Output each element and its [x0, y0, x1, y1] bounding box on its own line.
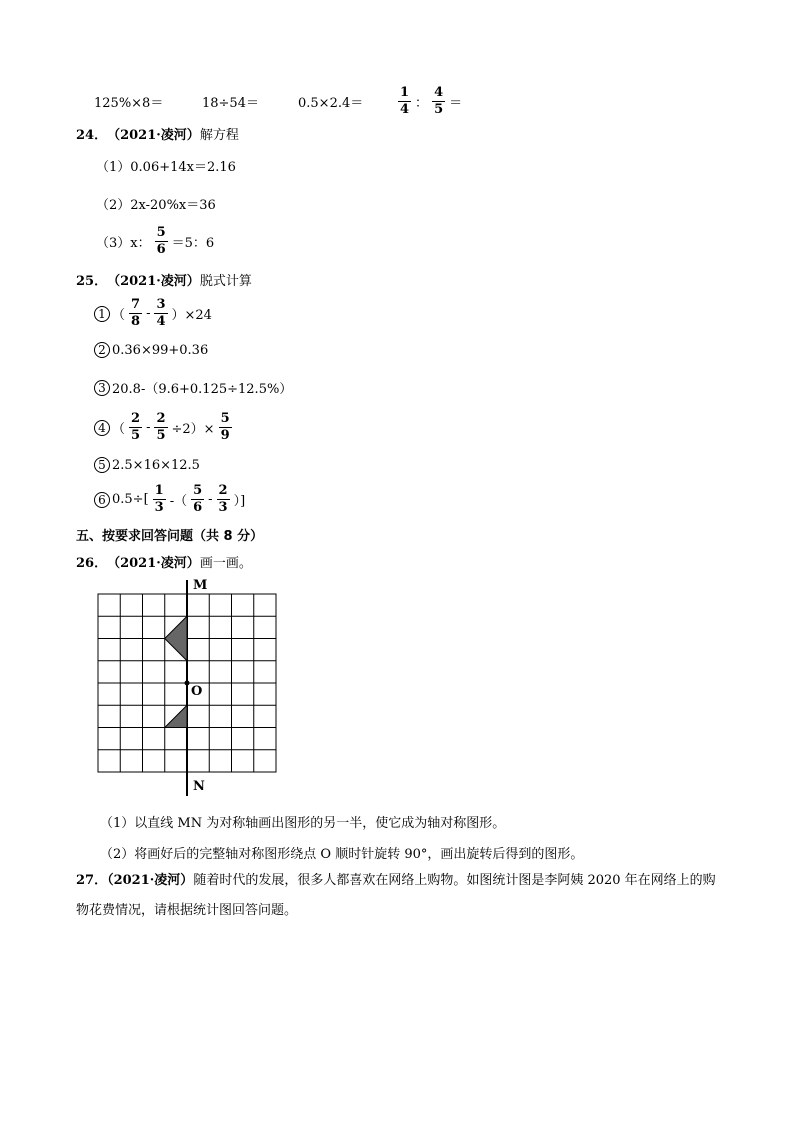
expr-4-fraction-a: $\frac{1}{4}$	[400, 85, 410, 117]
q24-item-1: （1）0.06+14x＝2.16	[96, 160, 236, 175]
circled-number-3: 3	[94, 380, 110, 396]
fraction: $\frac{3}{4}$	[156, 297, 166, 329]
q24-item-3-post: ＝5：6	[171, 236, 215, 251]
fraction: $\frac{1}{3}$	[154, 483, 164, 515]
q24-item-2: （2）2x-20%x＝36	[96, 198, 216, 213]
q27-number: 27．	[76, 873, 108, 888]
q24-header	[76, 124, 239, 143]
q24-item-3-pre: （3）x：	[96, 236, 151, 251]
expr-4-equals: ＝	[449, 96, 463, 111]
q25-item-5-text: 2.5×16×12.5	[112, 457, 200, 473]
q25-item-2-text: 0.36×99+0.36	[112, 342, 209, 358]
circled-number-5: 5	[94, 457, 110, 473]
circled-number-1: 1	[94, 306, 110, 322]
q25-item-4	[94, 412, 236, 443]
operator: -	[208, 492, 213, 507]
q27-paragraph	[76, 866, 716, 926]
fraction: $\frac{2}{5}$	[131, 411, 141, 443]
suffix: ）]	[233, 494, 246, 509]
q27-source: （2021·凌河）	[107, 873, 194, 888]
tail: ）×24	[171, 308, 212, 323]
paren-open: （	[112, 422, 126, 437]
q25-title: 脱式计算	[199, 274, 252, 289]
circled-number-4: 4	[94, 420, 110, 436]
fraction: $\frac{2}{5}$	[156, 411, 166, 443]
q25-item-1	[94, 298, 212, 329]
q25-source: （2021·凌河）	[107, 274, 200, 289]
q26-source: （2021·凌河）	[107, 556, 200, 571]
operator: -	[146, 420, 151, 435]
q24-title: 解方程	[199, 128, 239, 143]
fraction: $\frac{5}{6}$	[193, 483, 203, 515]
point-o	[185, 681, 190, 686]
lower-triangle	[165, 705, 187, 727]
q24-number: 24．	[76, 128, 108, 143]
expr-2: 18÷54＝	[202, 96, 259, 111]
q24-item-3	[96, 226, 214, 257]
q27-text: 随着时代的发展，很多人都喜欢在网络上购物。如图统计图是李阿姨 2020 年在网络上的购物花费情况，请根据统计图回答问题。	[76, 873, 716, 918]
q25-number: 25．	[76, 274, 108, 289]
label-m: M	[193, 578, 208, 593]
middle: ÷2）×	[171, 422, 215, 437]
q26-number: 26．	[76, 556, 108, 571]
expr-4-colon: ：	[415, 96, 429, 111]
q26-sub-1: （1）以直线 MN 为对称轴画出图形的另一半，使它成为轴对称图形。	[100, 816, 506, 831]
fraction: $\frac{5}{9}$	[220, 411, 230, 443]
label-o: O	[191, 684, 203, 699]
circled-number-6: 6	[94, 492, 110, 508]
expr-4-fraction-b: $\frac{4}{5}$	[434, 85, 444, 117]
prefix: 0.5÷[	[112, 492, 149, 507]
q25-header	[76, 270, 252, 289]
top-row	[94, 86, 462, 117]
label-n: N	[193, 779, 205, 794]
paren-open: （	[112, 308, 126, 323]
section-5-title: 五、按要求回答问题（共 8 分）	[76, 529, 264, 544]
circled-number-2: 2	[94, 342, 110, 358]
expr-3: 0.5×2.4＝	[298, 96, 364, 111]
upper-triangle	[165, 616, 187, 661]
fraction: $\frac{2}{3}$	[218, 483, 228, 515]
symmetry-grid-figure	[90, 574, 290, 802]
q25-item-3	[94, 378, 292, 397]
q24-item-3-fraction: $\frac{5}{6}$	[156, 225, 166, 257]
q26-title: 画一画。	[199, 556, 252, 571]
q25-item-6	[94, 484, 245, 515]
q26-sub-2: （2）将画好后的完整轴对称图形绕点 O 顺时针旋转 90°，画出旋转后得到的图形。	[100, 847, 584, 862]
q25-item-3-text: 20.8-（9.6+0.125÷12.5%）	[112, 382, 293, 397]
q25-item-5	[94, 457, 200, 473]
expr-1: 125%×8＝	[94, 96, 164, 111]
q24-source: （2021·凌河）	[107, 128, 200, 143]
q25-item-2	[94, 342, 208, 358]
fraction: $\frac{7}{8}$	[131, 297, 141, 329]
middle: -（	[169, 494, 188, 509]
q26-header	[76, 552, 252, 571]
operator: -	[146, 306, 151, 321]
